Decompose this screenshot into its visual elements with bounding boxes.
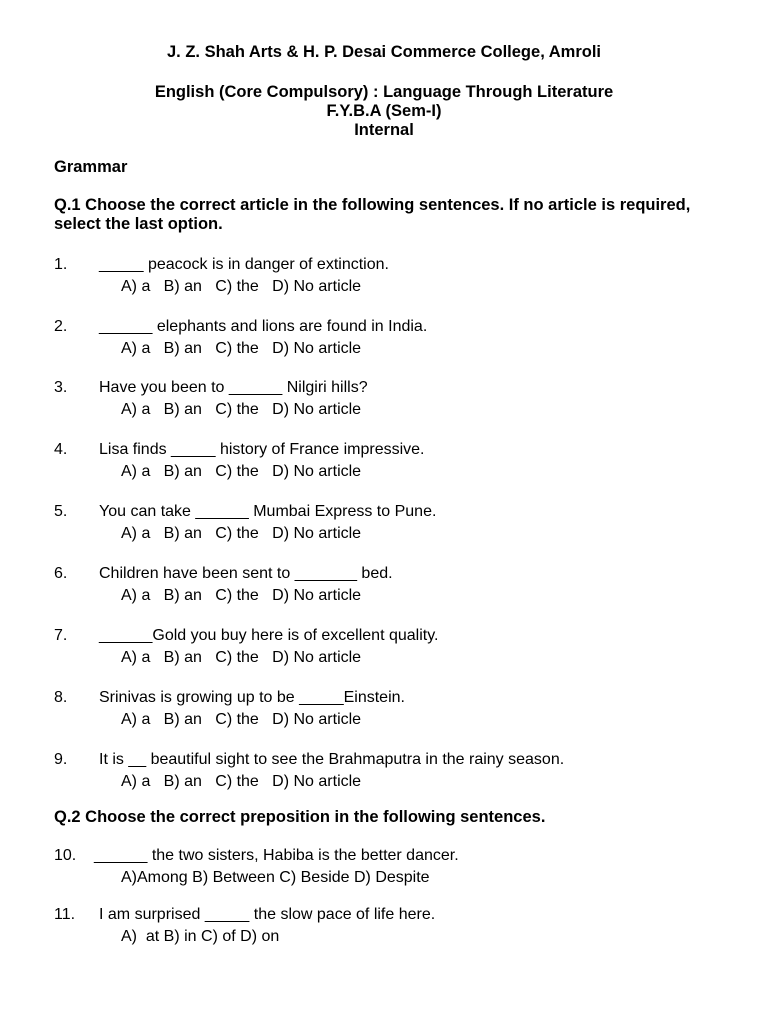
item-stem: _____ peacock is in danger of extinction. <box>99 256 389 273</box>
question-1-text: Q.1 Choose the correct article in the following sentences. If no article is required, select the last option. <box>54 196 691 233</box>
item-stem: You can take ______ Mumbai Express to Pune. <box>99 503 437 520</box>
section-heading: Grammar <box>54 158 128 176</box>
item-options: A) a B) an C) the D) No article <box>121 711 362 728</box>
item-options: A) a B) an C) the D) No article <box>121 587 362 604</box>
item-options: A) a B) an C) the D) No article <box>121 649 362 666</box>
item-number: 5. <box>54 503 68 520</box>
item-options: A) a B) an C) the D) No article <box>121 463 362 480</box>
item-stem: Children have been sent to _______ bed. <box>99 565 393 582</box>
item-number: 3. <box>54 379 68 396</box>
item-number: 8. <box>54 689 68 706</box>
item-options: A) a B) an C) the D) No article <box>121 278 362 295</box>
item-stem: Have you been to ______ Nilgiri hills? <box>99 379 368 396</box>
college-name: J. Z. Shah Arts & H. P. Desai Commerce College, Amroli <box>166 43 602 61</box>
item-number: 10. <box>54 847 77 864</box>
item-options: A) a B) an C) the D) No article <box>121 340 362 357</box>
item-number: 11. <box>54 906 76 923</box>
item-stem: ______ the two sisters, Habiba is the better dancer. <box>94 847 459 864</box>
item-options: A) a B) an C) the D) No article <box>121 401 362 418</box>
item-stem: ______ elephants and lions are found in India. <box>99 318 428 335</box>
item-stem: Lisa finds _____ history of France impressive. <box>99 441 425 458</box>
item-options: A) a B) an C) the D) No article <box>121 525 362 542</box>
item-number: 4. <box>54 441 68 458</box>
item-number: 6. <box>54 565 68 582</box>
item-options: A) a B) an C) the D) No article <box>121 773 362 790</box>
item-number: 7. <box>54 627 68 644</box>
item-number: 9. <box>54 751 68 768</box>
item-stem: Srinivas is growing up to be _____Einstein. <box>99 689 405 706</box>
question-2-text: Q.2 Choose the correct preposition in the following sentences. <box>54 808 546 826</box>
item-options: A) at B) in C) of D) on <box>121 928 280 945</box>
item-number: 2. <box>54 318 68 335</box>
exam-label: Internal <box>354 121 414 139</box>
item-stem: ______Gold you buy here is of excellent quality. <box>99 627 439 644</box>
item-stem: I am surprised _____ the slow pace of life here. <box>99 906 436 923</box>
item-number: 1. <box>54 256 68 273</box>
item-options: A)Among B) Between C) Beside D) Despite <box>121 869 430 886</box>
item-stem: It is __ beautiful sight to see the Brahmaputra in the rainy season. <box>99 751 565 768</box>
course-title: English (Core Compulsory) : Language Through Literature <box>154 83 614 101</box>
class-label: F.Y.B.A (Sem-I) <box>326 102 442 120</box>
